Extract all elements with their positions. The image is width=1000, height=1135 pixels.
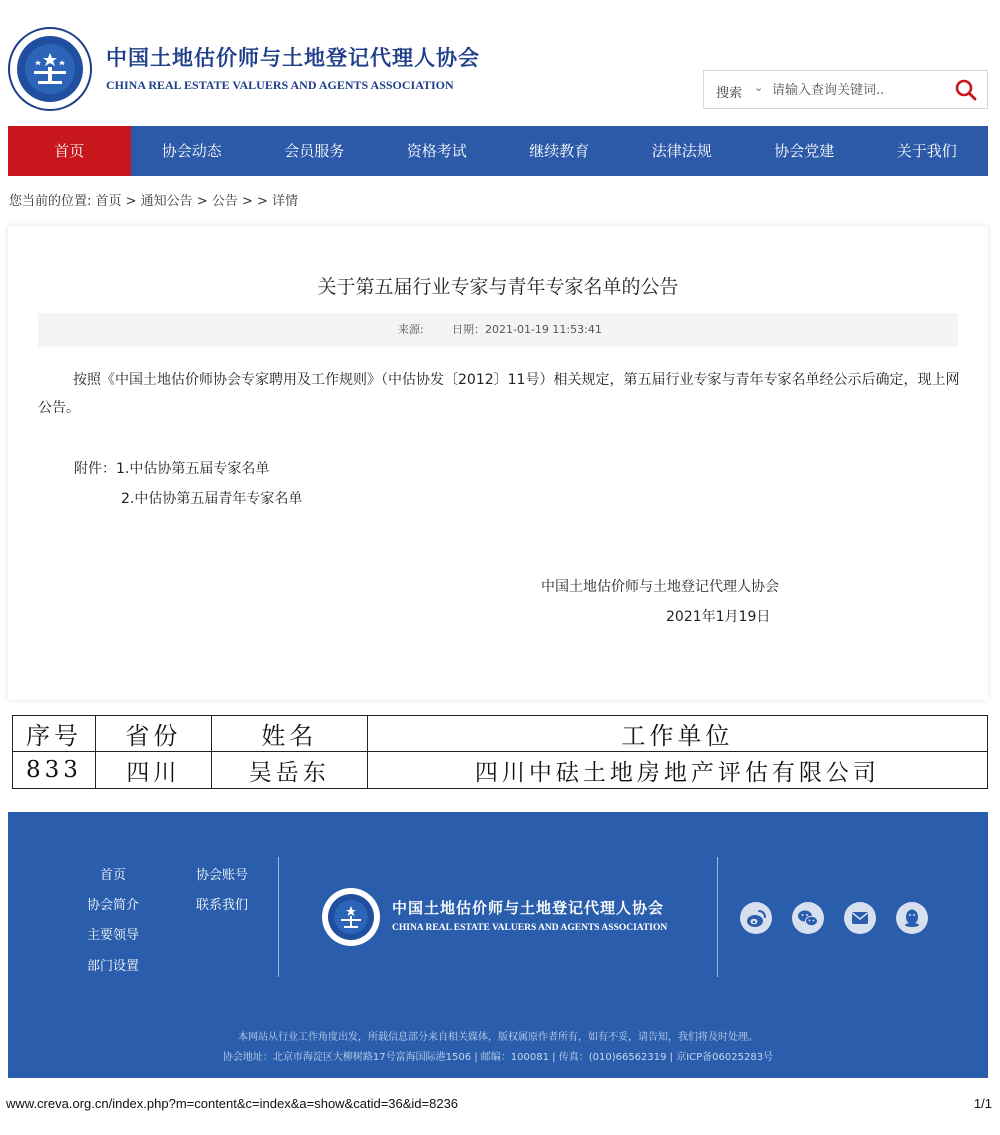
association-logo[interactable]	[8, 27, 92, 111]
footer-disclaimer: 本网站从行业工作角度出发，所载信息部分来自相关媒体，版权属原作者所有，如有不妥，请告知，我们将及时处理。	[238, 1032, 758, 1043]
footer-link-departments[interactable]: 部门设置	[87, 959, 140, 974]
footer-link-intro[interactable]: 协会简介	[87, 898, 140, 913]
footer-link-accounts[interactable]: 协会账号	[196, 868, 249, 883]
nav-member-services[interactable]: 会员服务	[284, 142, 345, 160]
nav-home[interactable]: 首页	[8, 126, 131, 176]
search-type-select[interactable]: 搜索	[716, 86, 743, 101]
footer-title-en: CHINA REAL ESTATE VALUERS AND AGENTS ASSOCIATION	[392, 923, 668, 933]
col-workplace: 工作单位	[367, 716, 987, 752]
cell-name: 吴岳东	[211, 752, 367, 789]
col-name: 姓名	[211, 716, 367, 752]
main-nav	[8, 126, 988, 176]
cell-workplace: 四川中砝土地房地产评估有限公司	[367, 752, 987, 789]
footer-divider-right	[717, 857, 718, 977]
wechat-icon[interactable]	[792, 902, 824, 934]
table-header-row	[13, 716, 988, 752]
attachment-link-2[interactable]: 2.中估协第五届青年专家名单	[121, 491, 303, 507]
site-footer	[8, 812, 988, 1078]
cell-number: 833	[13, 752, 96, 789]
site-title-en: CHINA REAL ESTATE VALUERS AND AGENTS ASSOCIATION	[106, 78, 454, 92]
nav-party-building[interactable]: 协会党建	[774, 142, 835, 160]
weibo-icon[interactable]	[740, 902, 772, 934]
nav-laws-regulations[interactable]: 法律法规	[651, 142, 712, 160]
mail-icon[interactable]	[844, 902, 876, 934]
site-header	[0, 0, 1000, 125]
attachment-link-1[interactable]: 附件：1.中估协第五届专家名单	[74, 461, 270, 477]
nav-about-us[interactable]: 关于我们	[896, 142, 957, 160]
nav-association-news[interactable]: 协会动态	[161, 142, 222, 160]
search-icon[interactable]	[954, 78, 978, 102]
footer-divider-left	[278, 857, 279, 977]
expert-table	[12, 715, 988, 789]
col-number: 序号	[13, 716, 96, 752]
article-card	[8, 226, 988, 700]
article-date: 日期：2021-01-19 11:53:41	[452, 323, 602, 336]
nav-qualification-exam[interactable]: 资格考试	[406, 142, 467, 160]
print-url: www.creva.org.cn/index.php?m=content&c=index&a=show&catid=36&id=8236	[6, 1096, 459, 1111]
footer-link-leaders[interactable]: 主要领导	[87, 928, 140, 943]
search-box	[703, 70, 988, 109]
article-title: 关于第五届行业专家与青年专家名单的公告	[317, 276, 679, 298]
cell-province: 四川	[95, 752, 211, 789]
footer-address: 协会地址：北京市海淀区大柳树路17号富海国际港1506 | 邮编：100081 | 传真：(010)66562319 | 京ICP备06025283号	[222, 1052, 774, 1063]
print-page-number: 1/1	[973, 1096, 992, 1111]
article-source: 来源:	[398, 323, 424, 336]
search-input[interactable]	[772, 77, 952, 103]
nav-continuing-education[interactable]: 继续教育	[529, 142, 590, 160]
qq-icon[interactable]	[896, 902, 928, 934]
chevron-down-icon[interactable]: ⌄	[754, 81, 764, 94]
article-body: 按照《中国土地估价师协会专家聘用及工作规则》（中估协发〔2012〕11号）相关规定，第五届行业专家与青年专家名单经公示后确定，现上网公告。	[38, 372, 960, 416]
footer-link-contact[interactable]: 联系我们	[196, 898, 249, 913]
site-title-cn: 中国土地估价师与土地登记代理人协会	[106, 45, 480, 70]
footer-link-home[interactable]: 首页	[100, 868, 127, 883]
signature-org: 中国土地估价师与土地登记代理人协会	[541, 579, 779, 595]
signature-date: 2021年1月19日	[666, 609, 771, 625]
footer-title-cn: 中国土地估价师与土地登记代理人协会	[392, 899, 665, 917]
col-province: 省份	[95, 716, 211, 752]
breadcrumb: 您当前的位置: 首页 > 通知公告 > 公告 > > 详情	[9, 194, 299, 209]
table-row	[13, 752, 988, 789]
footer-logo	[321, 887, 381, 947]
article-meta	[38, 313, 958, 347]
